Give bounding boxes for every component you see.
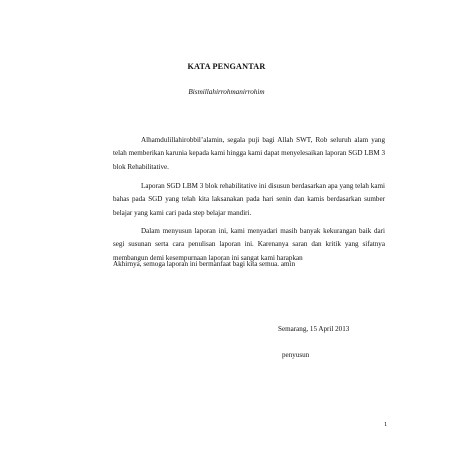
author-signoff: penyusun [282, 351, 310, 359]
paragraph-2: Laporan SGD LBM 3 blok rehabilitative ini disusun berdasarkan apa yang telah kami bahas pada SGD yang telah kita laksanakan pada hari senin dan kamis berdasarkan sumber belajar yang kami cari pada step belajar mandiri. [113, 182, 385, 217]
paragraph-3: Dalam menyusun laporan ini, kami menyadari masih banyak kekurangan baik dari segi susunan serta cara penulisan laporan ini. Karenanya saran dan kritik yang sifatnya membangun demi kesempurnaan laporan ini sangat kami harapkan [113, 227, 385, 262]
paragraph-4: Akhirnya, semoga laporan ini bermanfaat bagi kita semua. amin [113, 260, 296, 268]
subtitle-basmalah: Bismillahirrohmanirrohim [188, 88, 265, 96]
place-date: Semarang, 15 April 2013 [278, 325, 350, 333]
page-number: 1 [384, 421, 388, 428]
page-title: KATA PENGANTAR [187, 62, 266, 71]
paragraph-1: Alhamdulillahirobbil’alamin, segala puji bagi Allah SWT, Rob seluruh alam yang telah memberikan karunia kepada kami hingga kami dapat menyelesaikan laporan SGD LBM 3 blok Rehabilitative. [113, 136, 385, 171]
